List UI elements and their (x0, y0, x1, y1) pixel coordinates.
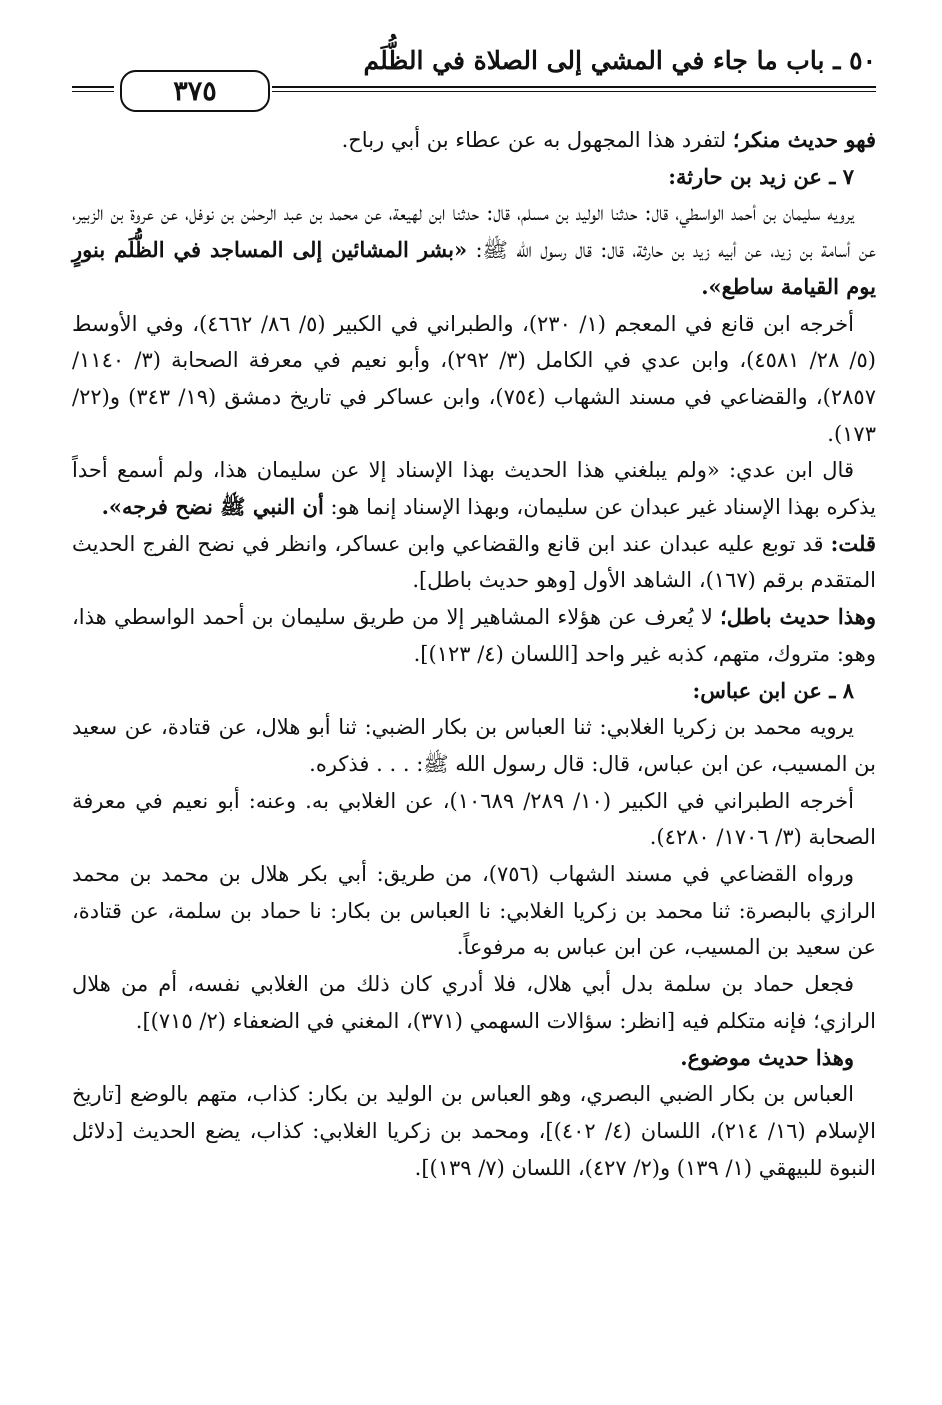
paragraph-text: قال ابن عدي: «ولم يبلغني هذا الحديث بهذا الإسناد إلا عن سليمان هذا، ولم أسمع أحداً يذكره بهذا الإسناد غير عبدان عن سليمان، وبهذا الإسناد إنما هو: (72, 458, 876, 520)
paragraph-bold-lead: وهذا حديث باطل؛ (720, 604, 876, 630)
paragraph-text: يرويه سليمان بن أحمد الواسطي، قال: حدثنا الوليد بن مسلم، قال: حدثنا ابن لهيعة، عن محمد بن عبد الرحمٰن بن نوفل، عن عروة بن الزبير، عن أسامة بن زيد، عن أبيه زيد بن حارثة، قال: قال رسول الله ﷺ: (72, 201, 876, 263)
paragraph-text: فجعل حماد بن سلمة بدل أبي هلال، فلا أدري كان ذلك من الغلابي نفسه، أم من هلال الرازي؛ فإنه متكلم فيه [انظر: سؤالات السهمي (٣٧١)، المغني في الضعفاء (٢/ ٧١٥)]. (72, 972, 876, 1033)
hadith-text: «بشر المشائين إلى المساجد في الظُّلَم بنورٍ يوم القيامة ساطع». (72, 237, 876, 299)
paragraph-text: قد توبع عليه عبدان عند ابن قانع والقضاعي وابن عساكر، وانظر في نضح الفرج الحديث المتقدم برقم (١٦٧)، الشاهد الأول [وهو حديث باطل]. (72, 531, 876, 593)
paragraph-12 (72, 966, 876, 1039)
paragraph-text: العباس بن بكار الضبي البصري، وهو العباس بن الوليد بن بكار: كذاب، متهم بالوضع [تاريخ الإسلام (١٦/ ٢١٤)، اللسان (٤/ ٤٠٢)]، ومحمد بن زكريا الغلابي: كذاب، يضع الحديث [دلائل النبوة للبيهقي (١/ ١٣٩) و(٢/ ٤٢٧)، اللسان (٧/ ١٣٩)]. (72, 1082, 876, 1180)
hadith-text: أن النبي ﷺ نضح فرجه». (101, 494, 324, 520)
ruling-heading (72, 1040, 876, 1077)
page-header (72, 44, 876, 106)
section-heading-ibn-abbas (72, 673, 876, 710)
header-rule-thin (272, 91, 876, 92)
page-number (120, 70, 270, 112)
paragraph-text: ورواه القضاعي في مسند الشهاب (٧٥٦)، من طريق: أبي بكر هلال بن محمد بن محمد الرازي بالبصرة: ثنا محمد بن زكريا الغلابي: نا العباس بن بكار: نا حماد بن سلمة، عن قتادة، عن سعيد بن المسيب، عن ابن عباس به مرفوعاً. (72, 862, 876, 960)
header-rule-left (72, 86, 114, 88)
chapter-title: ٥٠ ـ باب ما جاء في المشي إلى الصلاة في الظُّلَم (363, 46, 876, 75)
heading-text: ٨ ـ عن ابن عباس: (692, 677, 854, 703)
paragraph-text: أخرجه ابن قانع في المعجم (١/ ٢٣٠)، والطبراني في الكبير (٥/ ٨٦/ ٤٦٦٢)، وفي الأوسط (٥/ ٢٨/ ٤٥٨١)، وابن عدي في الكامل (٣/ ٢٩٢)، وأبو نعيم في معرفة الصحابة (٣/ ١١٤٠/ ٢٨٥٧)، والقضاعي في مسند الشهاب (٧٥٤)، وابن عساكر في تاريخ دمشق (١٩/ ٣٤٣) و(٢٢/ ١٧٣). (72, 311, 876, 446)
paragraph-14 (72, 1076, 876, 1186)
paragraph-5 (72, 452, 876, 525)
paragraph-7 (72, 599, 876, 672)
header-rule (272, 86, 876, 88)
paragraph-1 (72, 122, 876, 159)
paragraph-text: يرويه محمد بن زكريا الغلابي: ثنا العباس بن بكار الضبي: ثنا أبو هلال، عن قتادة، عن سعيد بن المسيب، عن ابن عباس، قال: قال رسول الله ﷺ: . . . فذكره. (72, 715, 876, 776)
heading-text: ٧ ـ عن زيد بن حارثة: (668, 163, 854, 189)
paragraph-6 (72, 526, 876, 599)
paragraph-text: لا يُعرف عن هؤلاء المشاهير إلا من طريق سليمان بن أحمد الواسطي هذا، وهو: متروك، متهم، كذبه غير واحد [اللسان (٤/ ١٢٣)]. (72, 605, 876, 666)
paragraph-bold-lead: قلت: (830, 530, 876, 556)
paragraph-11 (72, 856, 876, 966)
paragraph-4 (72, 306, 876, 453)
body-text (72, 122, 876, 1186)
paragraph-text: أخرجه الطبراني في الكبير (١٠/ ٢٨٩/ ١٠٦٨٩)، عن الغلابي به. وعنه: أبو نعيم في معرفة الصحابة (٣/ ١٧٠٦/ ٤٢٨٠). (72, 788, 876, 850)
page-number-text: ٣٧٥ (173, 75, 217, 107)
paragraph-10 (72, 783, 876, 856)
paragraph-3 (72, 195, 876, 305)
paragraph-9 (72, 709, 876, 782)
paragraph-text: لتفرد هذا المجهول به عن عطاء بن أبي رباح. (341, 128, 733, 152)
section-heading-zayd (72, 159, 876, 196)
paragraph-bold-lead: فهو حديث منكر؛ (732, 127, 876, 152)
heading-text: وهذا حديث موضوع. (680, 1044, 854, 1070)
header-rule-left-thin (72, 91, 114, 92)
